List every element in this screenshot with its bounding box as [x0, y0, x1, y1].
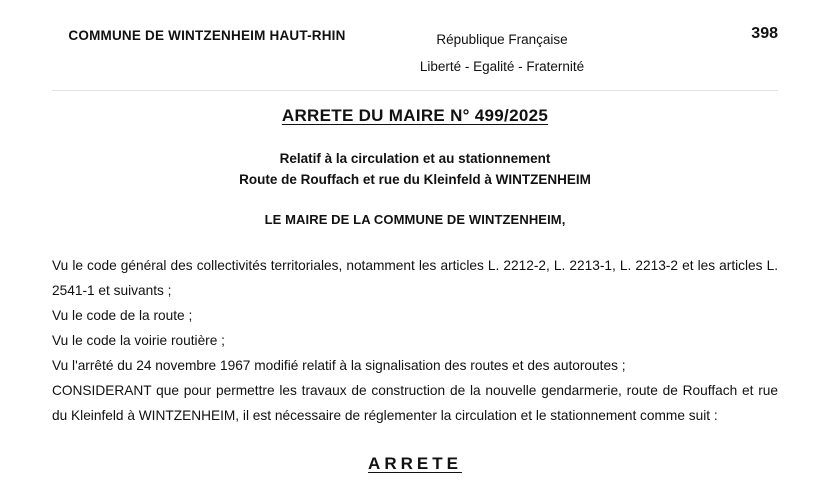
page-number: 398	[751, 25, 778, 42]
subtitle-line-2: Route de Rouffach et rue du Kleinfeld à WINTZENHEIM	[239, 172, 591, 187]
body-paragraph: Vu le code la voirie routière ;	[52, 333, 225, 348]
republic-motto: Liberté - Egalité - Fraternité	[419, 59, 585, 74]
document-subtitle	[52, 148, 778, 190]
page-title: ARRETE DU MAIRE N° 499/2025	[281, 106, 549, 125]
republic-name: République Française	[436, 32, 568, 47]
body-paragraph: Vu le code de la route ;	[52, 308, 193, 323]
commune-name: COMMUNE DE WINTZENHEIM	[68, 28, 266, 43]
body-paragraph: CONSIDERANT que pour permettre les travaux de construction de la nouvelle gendarmerie, route de Rouffach et rue du Kleinfeld à WINTZENHEIM, il est nécessaire de réglementer la circulation et le stationnement comme suit :	[52, 383, 778, 423]
document-header	[52, 22, 778, 84]
commune-heading	[62, 26, 352, 46]
subtitle-line-1: Relatif à la circulation et au stationnement	[279, 151, 551, 166]
header-divider	[52, 90, 778, 91]
republic-heading	[352, 26, 652, 80]
mayor-statement: LE MAIRE DE LA COMMUNE DE WINTZENHEIM,	[264, 212, 566, 227]
document-body	[52, 253, 778, 428]
decision-heading: ARRETE	[368, 454, 462, 473]
title-block	[52, 106, 778, 227]
body-paragraph: Vu le code général des collectivités territoriales, notamment les articles L. 2212-2, L. 2213-1, L. 2213-2 et les articles L. 2541-1 et suivants ;	[52, 258, 778, 298]
commune-department: HAUT-RHIN	[269, 28, 346, 43]
body-paragraph: Vu l'arrêté du 24 novembre 1967 modifié relatif à la signalisation des routes et des autoroutes ;	[52, 358, 626, 373]
